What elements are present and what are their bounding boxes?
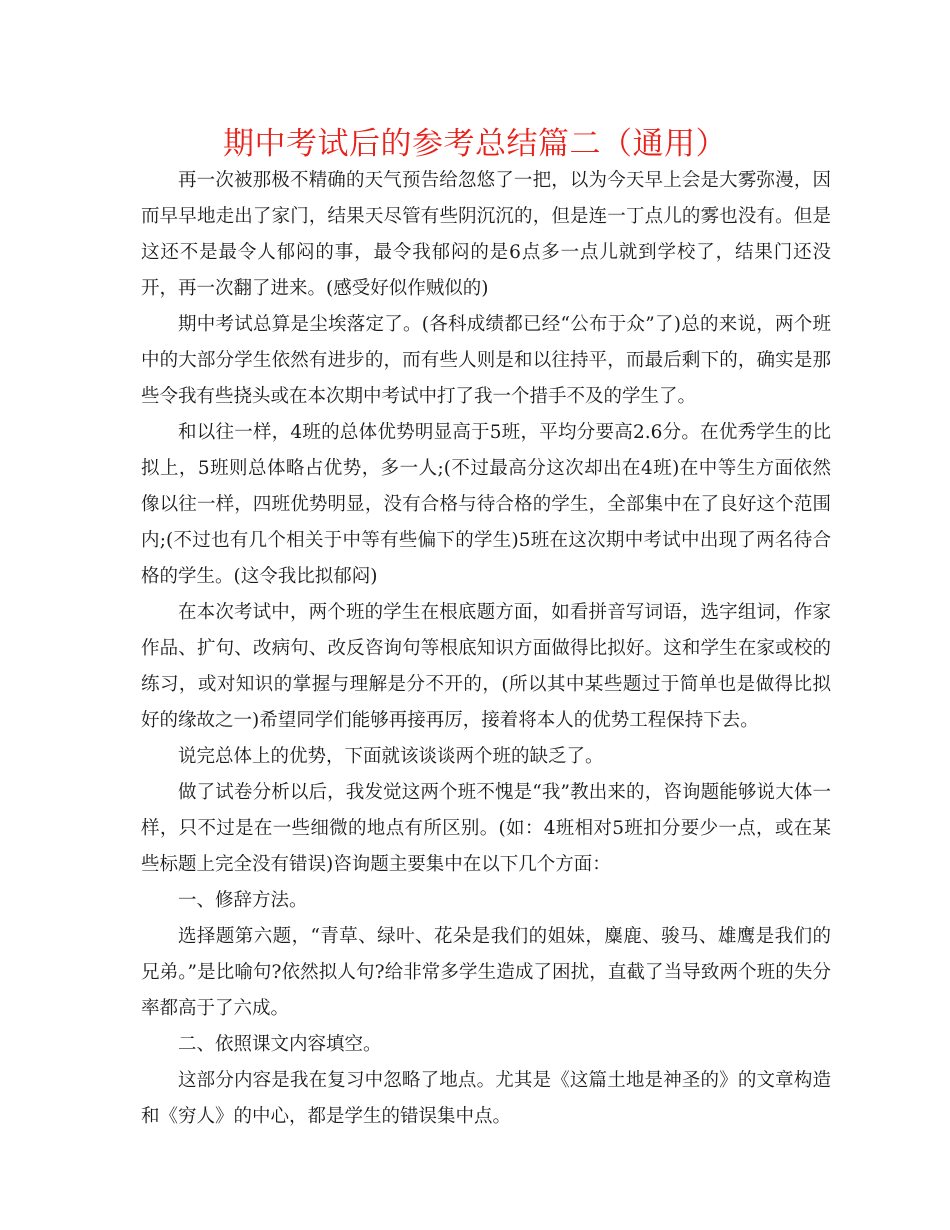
- section-heading: 一、修辞方法。: [178, 890, 308, 911]
- paragraph: 和以往一样，4班的总体优势明显高于5班，平均分要高2.6分。在优秀学生的比拟上，5班则总体略占优势，多一人;(不过最高分这次却出在4班)在中等生方面依然像以往一样，四班优势明显，没有合格与待合格的学生，全部集中在了良好这个范围内;(不过也有几个相关于中等有些偏下的学生)5班在这次期中考试中出现了两名待合格的学生。(这令我比拟郁闷): [141, 422, 831, 587]
- document-body: [141, 163, 831, 1135]
- paragraph: 选择题第六题，“青草、绿叶、花朵是我们的姐妹，麋鹿、骏马、雄鹰是我们的兄弟。”是比喻句?依然拟人句?给非常多学生造成了困扰，直截了当导致两个班的失分率都高于了六成。: [141, 926, 831, 1019]
- paragraph: 期中考试总算是尘埃落定了。(各科成绩都已经“公布于众”了)总的来说，两个班中的大部分学生依然有进步的，而有些人则是和以往持平，而最后剩下的，确实是那些令我有些挠头或在本次期中考试中打了我一个措手不及的学生了。: [141, 314, 831, 407]
- document-title: 期中考试后的参考总结篇二（通用）: [223, 126, 727, 162]
- paragraph: 这部分内容是我在复习中忽略了地点。尤其是《这篇土地是神圣的》的文章构造和《穷人》的中心，都是学生的错误集中点。: [141, 1070, 831, 1127]
- section-heading: 二、依照课文内容填空。: [178, 1034, 382, 1055]
- paragraph: 做了试卷分析以后，我发觉这两个班不愧是“我”教出来的，咨询题能够说大体一样，只不过是在一些细微的地点有所区别。(如：4班相对5班扣分要少一点，或在某些标题上完全没有错误)咨询题主要集中在以下几个方面：: [141, 782, 831, 875]
- paragraph: 说完总体上的优势，下面就该谈谈两个班的缺乏了。: [178, 746, 604, 767]
- paragraph: 再一次被那极不精确的天气预告给忽悠了一把，以为今天早上会是大雾弥漫，因而早早地走出了家门，结果天尽管有些阴沉沉的，但是连一丁点儿的雾也没有。但是这还不是最令人郁闷的事，最令我郁闷的是6点多一点儿就到学校了，结果门还没开，再一次翻了进来。(感受好似作贼似的): [141, 170, 831, 299]
- paragraph: 在本次考试中，两个班的学生在根底题方面，如看拼音写词语，选字组词，作家作品、扩句、改病句、改反咨询句等根底知识方面做得比拟好。这和学生在家或校的练习，或对知识的掌握与理解是分不开的，(所以其中某些题过于简单也是做得比拟好的缘故之一)希望同学们能够再接再厉，接着将本人的优势工程保持下去。: [141, 602, 831, 731]
